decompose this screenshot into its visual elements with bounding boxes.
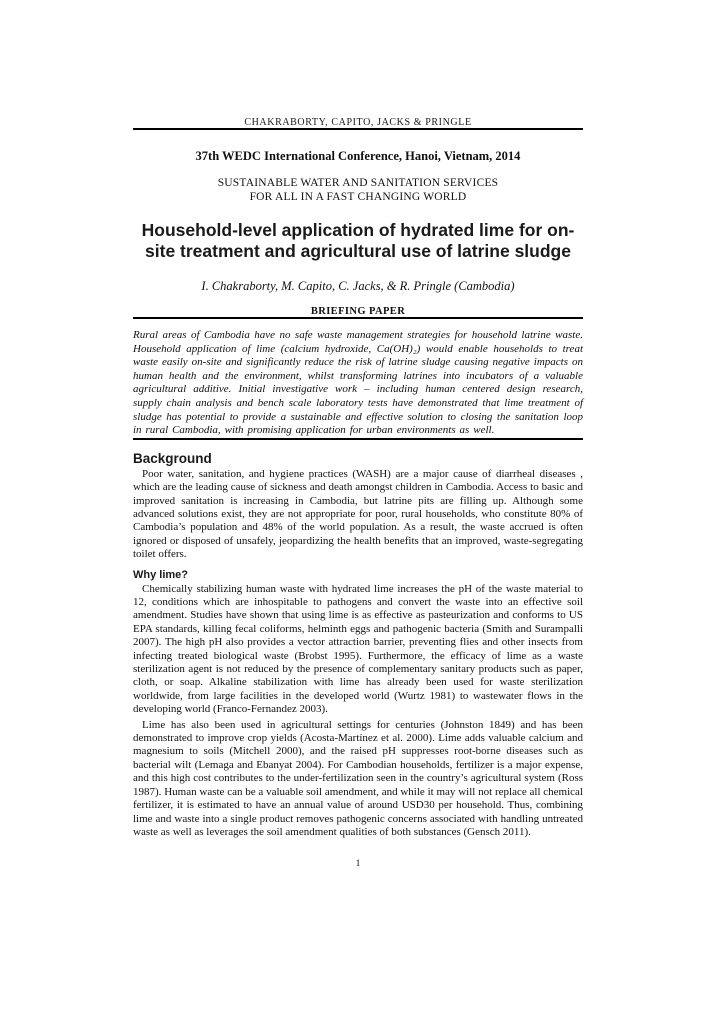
page-number: 1 (355, 859, 361, 870)
authors-line: I. Chakraborty, M. Capito, C. Jacks, & R. Pringle (Cambodia) (201, 279, 515, 293)
conference-theme (133, 176, 583, 204)
abstract-bottom-rule (133, 438, 583, 440)
section-heading-why-lime: Why lime? (133, 568, 189, 581)
section-heading-background: Background (133, 450, 212, 466)
conference-title: 37th WEDC International Conference, Hanoi, Vietnam, 2014 (195, 149, 521, 163)
why-lime-paragraph-1: Chemically stabilizing human waste with hydrated lime increases the pH of the waste material to 12, conditions which are inhospitable to pathogens and convert the waste into an effective soil amendment. Studies have shown that using lime is as effective as pasteurization and conforms to US EPA standards, killing fecal coliforms, helminth eggs and pathogenic bacteria (Smith and Surampalli 2007). The high pH also provides a vector attraction barrier, preventing flies and other insects from infecting treated biological waste (Brobst 1995). Furthermore, the efficacy of lime as a waste sterilization agent is not reduced by the presence of complementary sanitary products such as paper, cloth, or soap. Alkaline stabilization with lime has already been used for waste sterilization worldwide, from large facilities in the developed world (Wurtz 1981) to wastewater flows in the developing world (Franco-Fernandez 2003). (133, 582, 583, 716)
conference-theme-line2: FOR ALL IN A FAST CHANGING WORLD (249, 191, 467, 203)
abstract-text: Rural areas of Cambodia have no safe waste management strategies for household latrine waste. Household application of lime (calcium hydroxide, Ca(OH)₂) would enable households to treat waste easily on-site and significantly reduce the risk of latrine sludge causing negative impacts on human health and the environment, whilst transforming latrines into incubators of a valuable agricultural additive. Initial investigative work – including human centered design research, supply chain analysis and bench scale laboratory tests have demonstrated that lime treatment of sludge has potential to provide a sustainable and effective solution to closing the sanitation loop in rural Cambodia, with promising application for urban environments as well. (133, 329, 583, 437)
paper-page (133, 0, 583, 869)
conference-theme-line1: SUSTAINABLE WATER AND SANITATION SERVICES (217, 177, 499, 189)
abstract-top-rule (133, 317, 583, 319)
why-lime-paragraph-2: Lime has also been used in agricultural settings for centuries (Johnston 1849) and has been demonstrated to improve crop yields (Acosta-Martínez et al. 2000). Lime adds valuable calcium and magnesium to soils (Mitchell 2000), and the raised pH suppresses root-borne diseases such as bacterial wilt (Lemaga and Ebanyat 2004). For Cambodian households, fertilizer is a major expense, and this high cost contributes to the under-fertilization seen in the country’s agricultural system (Ross 1987). Human waste can be a valuable soil amendment, and while it may will not replace all chemical fertilizer, it is estimated to have an annual value of around USD30 per household. Thus, combining lime and waste into a single product removes pathogenic concerns associated with handling untreated waste as well as leverages the soil amendment qualities of both substances (Gensch 2011). (133, 718, 583, 838)
paper-title: Household-level application of hydrated lime for on-site treatment and agricultural use of latrine sludge (141, 220, 575, 261)
header-rule (133, 128, 583, 130)
paper-type-label: BRIEFING PAPER (310, 306, 406, 317)
running-head: CHAKRABORTY, CAPITO, JACKS & PRINGLE (244, 117, 472, 128)
background-paragraph: Poor water, sanitation, and hygiene practices (WASH) are a major cause of diarrheal diseases , which are the leading cause of sickness and death amongst children in Cambodia. Access to basic and improved sanitation is increasing in Cambodia, but latrine pits are filling up. Although some advanced solutions exist, they are not appropriate for poor, rural households, who constitute 80% of Cambodia’s population and 48% of the world population. As a result, the waste accrued is often ignored or disposed of unsafely, jeopardizing the health benefits that an improved, waste-segregating toilet offers. (133, 467, 583, 561)
